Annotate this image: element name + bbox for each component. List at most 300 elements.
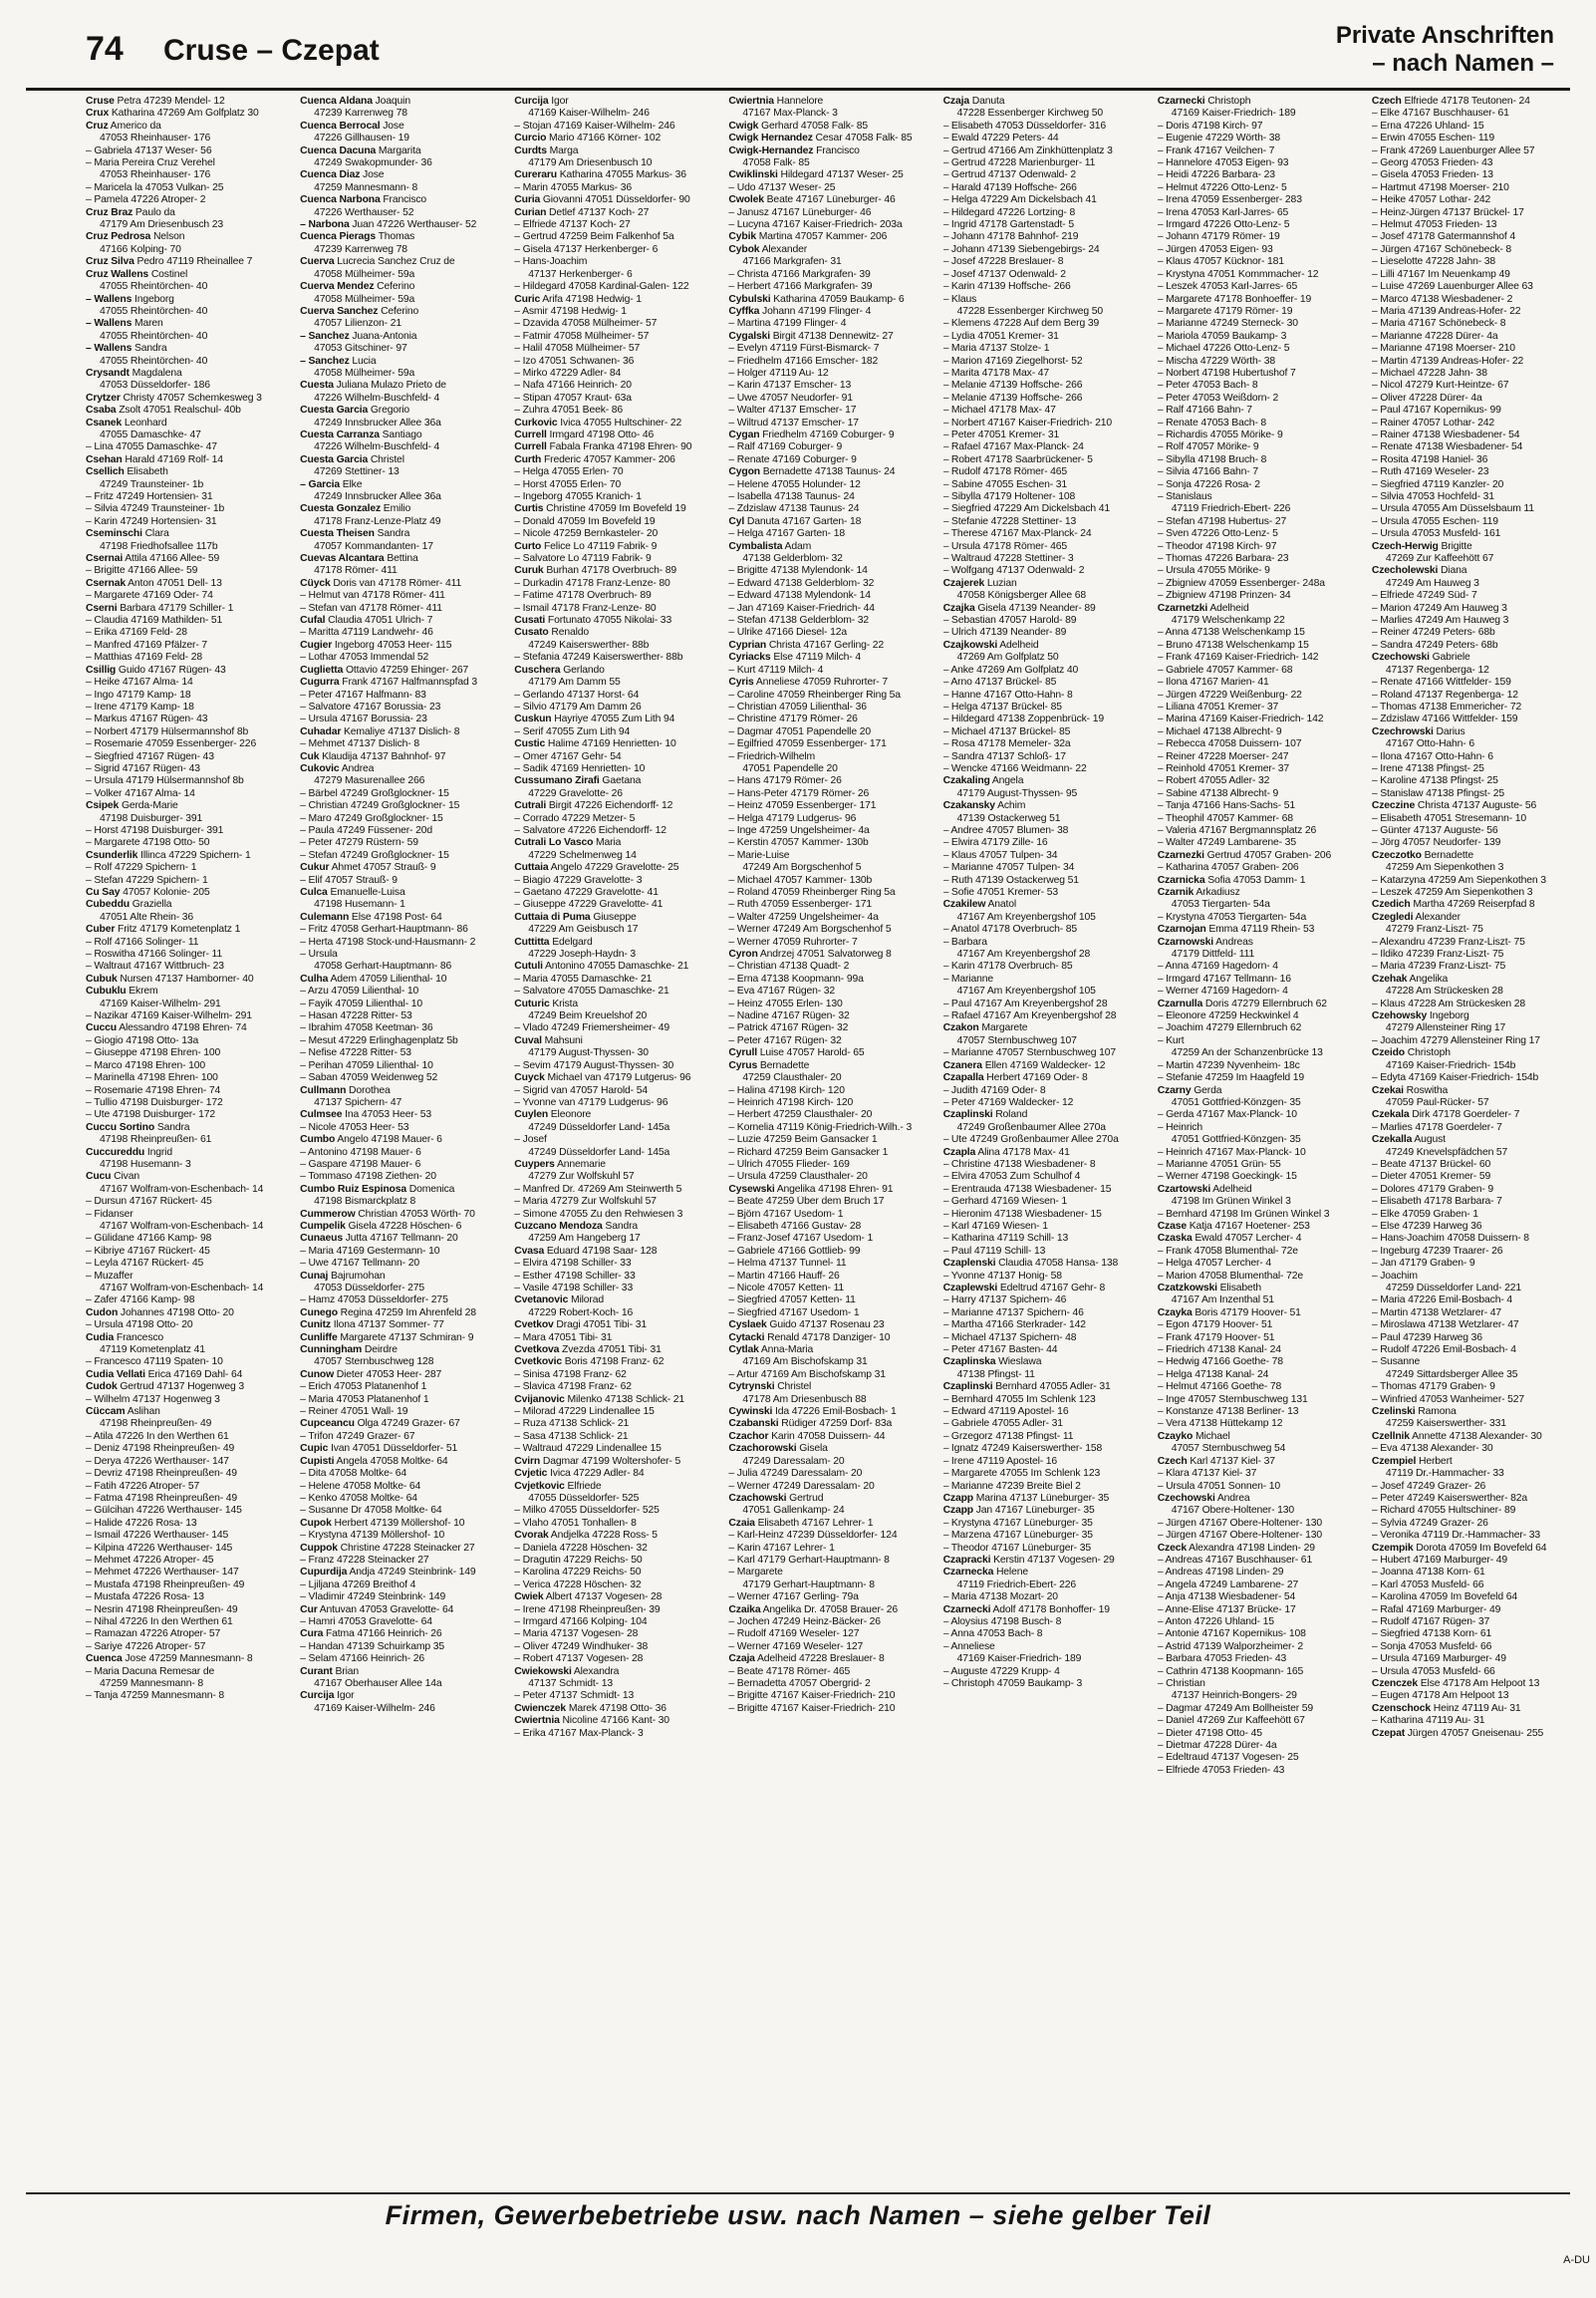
entry-details: Lucrecia Sanchez Cruz de bbox=[337, 256, 455, 268]
listing-entry bbox=[86, 1332, 294, 1357]
listing-entry bbox=[728, 380, 936, 392]
listing-entry bbox=[86, 1555, 294, 1567]
listing-entry bbox=[300, 627, 508, 639]
entry-address: 47057 Sternbuschweg 128 bbox=[314, 1356, 434, 1368]
entry-details: – Yvonne 47137 Honig- 58 bbox=[942, 1270, 1062, 1282]
listing-entry bbox=[514, 380, 722, 392]
listing-entry bbox=[943, 541, 1152, 553]
entry-details: – Inge 47057 Sternbuschweg 131 bbox=[1157, 1393, 1308, 1405]
listing-entry bbox=[1158, 1332, 1366, 1344]
listing-entry bbox=[86, 231, 294, 256]
listing-entry bbox=[514, 726, 722, 738]
listing-entry bbox=[1372, 231, 1580, 243]
listing-entry bbox=[728, 1047, 936, 1059]
entry-details: – Karolina 47229 Reichs- 50 bbox=[514, 1567, 642, 1579]
listing-entry bbox=[86, 800, 294, 825]
entry-details: – Lilli 47167 Im Neuenkamp 49 bbox=[1371, 268, 1510, 280]
entry-details: – Stefan 47198 Hubertus- 27 bbox=[1157, 515, 1287, 527]
entry-details: – Siegfried 47138 Korn- 61 bbox=[1371, 1628, 1492, 1640]
entry-details: Jürgen 47057 Gneisenau- 255 bbox=[1407, 1727, 1544, 1739]
listing-entry bbox=[1158, 1530, 1366, 1542]
entry-surname: Czapla bbox=[942, 1146, 976, 1158]
listing-entry bbox=[728, 1035, 936, 1047]
listing-entry bbox=[1372, 751, 1580, 763]
entry-details: – Reinhold 47051 Kremer- 37 bbox=[1157, 762, 1289, 774]
listing-entry bbox=[943, 850, 1152, 862]
listing-entry bbox=[943, 356, 1152, 368]
entry-details: – Ilona 47167 Marien- 41 bbox=[1157, 677, 1269, 689]
listing-entry bbox=[728, 850, 936, 875]
listing-entry bbox=[300, 702, 508, 714]
listing-entry bbox=[300, 615, 508, 627]
entry-details: – Edward 47138 Gelderblom- 32 bbox=[728, 577, 875, 589]
listing-entry bbox=[1158, 1035, 1366, 1060]
entry-address: 47167 Am Kreyenbergshof 28 bbox=[956, 949, 1091, 961]
listing-entry bbox=[1372, 1109, 1580, 1121]
listing-entry bbox=[943, 1394, 1152, 1406]
listing-entry bbox=[1372, 194, 1580, 206]
entry-details: – Erna 47138 Koopmann- 99a bbox=[728, 973, 864, 985]
entry-details: – Ulrich 47055 Flieder- 169 bbox=[728, 1158, 850, 1170]
entry-details: – Irena 47053 Karl-Jarres- 65 bbox=[1157, 206, 1289, 218]
entry-address: 47229 Robert-Koch- 16 bbox=[528, 1306, 634, 1318]
listing-entry bbox=[943, 974, 1152, 999]
listing-entry bbox=[514, 590, 722, 602]
listing-entry bbox=[943, 887, 1152, 899]
listing-entry bbox=[728, 702, 936, 714]
listing-entry bbox=[514, 96, 722, 121]
entry-address: 47057 Sternbuschweg 107 bbox=[956, 1034, 1077, 1046]
entry-details: – Klara 47137 Kiel- 37 bbox=[1157, 1468, 1257, 1480]
listing-entry bbox=[514, 281, 722, 293]
entry-address: 47169 Kaiser-Friedrich- 154b bbox=[1385, 1059, 1516, 1071]
entry-address: 47169 Kaiser-Wilhelm- 246 bbox=[314, 1702, 435, 1714]
listing-entry bbox=[514, 738, 722, 750]
listing-entry bbox=[1158, 1431, 1366, 1456]
entry-details: Maria bbox=[596, 837, 622, 849]
entry-details: – Artur 47169 Am Bischofskamp 31 bbox=[728, 1368, 886, 1380]
listing-entry bbox=[943, 244, 1152, 256]
entry-surname: Czarnik bbox=[1157, 887, 1195, 898]
entry-details: Christine 47228 Steinacker 27 bbox=[340, 1542, 475, 1554]
listing-entry bbox=[1372, 800, 1580, 812]
entry-details: Francesco bbox=[116, 1331, 164, 1343]
entry-address: 47057 Sternbuschweg 54 bbox=[1171, 1443, 1286, 1455]
listing-entry bbox=[728, 356, 936, 368]
entry-details: – Michael 47057 Kammer- 130b bbox=[728, 874, 873, 886]
entry-details: – Milko 47055 Düsseldorfer- 525 bbox=[514, 1505, 660, 1517]
entry-surname: Cwigk bbox=[728, 120, 759, 132]
entry-surname: Czempiel bbox=[1371, 1455, 1417, 1467]
entry-details: – Anna 47053 Bach- 8 bbox=[942, 1628, 1043, 1640]
entry-details: – Lydia 47051 Kremer- 31 bbox=[942, 330, 1059, 342]
entry-details: Hayriye 47055 Zum Lith 94 bbox=[554, 714, 675, 725]
entry-details: Halime 47169 Henrietten- 10 bbox=[547, 738, 676, 750]
entry-details: – Sonja 47226 Rosa- 2 bbox=[1157, 478, 1260, 490]
listing-entry bbox=[86, 1456, 294, 1468]
listing-entry bbox=[514, 1209, 722, 1221]
listing-entry bbox=[86, 665, 294, 677]
entry-details: – Handan 47139 Schuirkamp 35 bbox=[300, 1640, 444, 1652]
listing-entry bbox=[514, 912, 722, 937]
listing-entry bbox=[728, 1543, 936, 1555]
listing-entry bbox=[1158, 999, 1366, 1010]
listing-entry bbox=[1372, 603, 1580, 615]
entry-details: – Ilona 47167 Otto-Hahn- 6 bbox=[1371, 750, 1493, 762]
listing-entry bbox=[943, 491, 1152, 503]
entry-surname: Czaplewski bbox=[942, 1283, 998, 1293]
listing-entry bbox=[728, 1653, 936, 1665]
entry-surname: Cunaj bbox=[300, 1270, 329, 1282]
entry-address: 47167 Am Kreyenbergshof 105 bbox=[956, 911, 1096, 923]
entry-details: – Asmir 47198 Hedwig- 1 bbox=[514, 305, 627, 317]
entry-details: – Robert 47055 Adler- 32 bbox=[1157, 775, 1270, 787]
listing-entry bbox=[86, 887, 294, 899]
entry-details: – Marianne 47057 Sternbuschweg 107 bbox=[942, 1047, 1116, 1059]
entry-details: – Dagmar 47249 Am Bollheister 59 bbox=[1157, 1702, 1314, 1714]
entry-details: – Verica 47228 Höschen- 32 bbox=[514, 1579, 642, 1590]
entry-details: – Ute 47249 Großenbaumer Allee 270a bbox=[942, 1134, 1119, 1146]
listing-entry bbox=[1372, 961, 1580, 973]
listing-entry bbox=[86, 1122, 294, 1147]
entry-details: Sandra bbox=[605, 1220, 639, 1232]
listing-entry bbox=[943, 937, 1152, 962]
entry-surname: Custic bbox=[514, 738, 546, 750]
entry-surname: Cybulski bbox=[728, 293, 771, 305]
entry-surname: Cubuk bbox=[86, 973, 118, 985]
listing-entry bbox=[300, 578, 508, 590]
entry-address: 47053 Düsseldorfer- 186 bbox=[100, 380, 210, 392]
entry-details: – Antonino 47198 Mauer- 6 bbox=[300, 1146, 421, 1158]
entry-surname: Czaplinski bbox=[942, 1381, 993, 1393]
listing-entry bbox=[1372, 133, 1580, 144]
listing-entry bbox=[514, 418, 722, 430]
listing-entry bbox=[86, 256, 294, 268]
listing-entry bbox=[1372, 207, 1580, 219]
listing-entry bbox=[300, 1591, 508, 1603]
listing-entry bbox=[1372, 899, 1580, 911]
listing-entry bbox=[1158, 974, 1366, 986]
listing-entry bbox=[514, 405, 722, 417]
listing-entry bbox=[1372, 1628, 1580, 1640]
listing-entry bbox=[300, 1060, 508, 1072]
entry-surname: Czarnecka bbox=[942, 1567, 994, 1579]
entry-surname: Czachor bbox=[728, 1430, 769, 1442]
listing-entry bbox=[1158, 652, 1366, 664]
entry-details: – Johann 47179 Römer- 19 bbox=[1157, 231, 1280, 243]
entry-details: – Karl 47169 Wiesen- 1 bbox=[942, 1220, 1048, 1232]
entry-surname: Cuppok bbox=[300, 1542, 338, 1554]
entry-details: – Gaspare 47198 Mauer- 6 bbox=[300, 1158, 421, 1170]
listing-entry bbox=[728, 1147, 936, 1159]
entry-details: – Michael 47137 Spichern- 48 bbox=[942, 1331, 1077, 1343]
entry-details: – Marion 47058 Blumenthal- 72e bbox=[1157, 1270, 1303, 1282]
entry-details: Doris 47279 Ellernbruch 62 bbox=[1204, 998, 1327, 1009]
entry-details: – Franz-Josef 47167 Usedom- 1 bbox=[728, 1233, 874, 1245]
listing-entry bbox=[514, 1258, 722, 1270]
entry-details: Eleonore bbox=[550, 1109, 592, 1121]
entry-details: – Irene 47179 Kamp- 18 bbox=[86, 701, 194, 713]
entry-address: 47249 Swakopmunder- 36 bbox=[314, 157, 432, 169]
entry-surname: Cudia Vellati bbox=[86, 1368, 145, 1380]
entry-details: – Halil 47058 Mülheimer- 57 bbox=[514, 343, 641, 355]
entry-surname: Cupic bbox=[300, 1443, 329, 1455]
entry-details: – Robert 47137 Vogesen- 28 bbox=[514, 1653, 644, 1665]
listing-entry bbox=[1158, 368, 1366, 380]
entry-details: – Elvira 47198 Schiller- 33 bbox=[514, 1258, 632, 1270]
entry-details: – Zdzislaw 47138 Taunus- 24 bbox=[728, 503, 860, 515]
entry-details: Adem 47059 Lilienthal- 10 bbox=[330, 973, 447, 985]
listing-entry bbox=[300, 738, 508, 750]
page-number: 74 bbox=[86, 30, 124, 68]
entry-address: 47179 Welschenkamp 22 bbox=[1171, 615, 1285, 627]
listing-entry bbox=[514, 133, 722, 144]
entry-details: – Ralf 47169 Coburger- 9 bbox=[728, 441, 843, 453]
listing-entry bbox=[728, 937, 936, 949]
entry-details: – Rosemarie 47059 Essenberger- 226 bbox=[86, 738, 257, 750]
entry-address: 47198 Duisburger- 391 bbox=[100, 812, 203, 824]
listing-entry bbox=[514, 318, 722, 330]
entry-details: – Hildegard 47058 Kardinal-Galen- 122 bbox=[514, 281, 689, 293]
entry-details: Beate 47167 Lüneburger- 46 bbox=[766, 194, 896, 206]
entry-surname: Cupisti bbox=[300, 1455, 335, 1467]
entry-details: Albert 47137 Vogesen- 28 bbox=[545, 1591, 663, 1603]
entry-details: – Sofie 47051 Kremer- 53 bbox=[942, 887, 1058, 898]
listing-entry bbox=[86, 615, 294, 627]
entry-details: – Stefan van 47178 Römer- 411 bbox=[300, 602, 442, 614]
entry-details: – Kurt 47119 Milch- 4 bbox=[728, 664, 824, 676]
entry-details: Christy 47057 Schemkesweg 3 bbox=[123, 392, 262, 404]
entry-surname: Cwigk Hernandez bbox=[728, 133, 813, 144]
entry-details: – Hannelore 47053 Eigen- 93 bbox=[1157, 157, 1289, 169]
listing-entry bbox=[1158, 690, 1366, 702]
entry-surname: Cuypers bbox=[514, 1158, 555, 1170]
entry-details: – Jan 47169 Kaiser-Friedrich- 44 bbox=[728, 602, 875, 614]
listing-entry bbox=[943, 1418, 1152, 1430]
listing-entry bbox=[86, 1381, 294, 1393]
entry-details: Jose bbox=[363, 169, 385, 181]
listing-entry bbox=[300, 1209, 508, 1221]
entry-surname: Cuerva Mendez bbox=[300, 281, 375, 293]
entry-details: – Hasan 47228 Ritter- 53 bbox=[300, 1010, 412, 1022]
listing-entry bbox=[1158, 763, 1366, 775]
entry-details: – Fidanser bbox=[86, 1208, 133, 1220]
entry-details: 47057 Kolonie- 205 bbox=[123, 887, 210, 898]
listing-entry bbox=[1372, 343, 1580, 355]
entry-details: – Kenko 47058 Moltke- 64 bbox=[300, 1492, 417, 1504]
entry-details: – Trifon 47249 Grazer- 67 bbox=[300, 1430, 415, 1442]
listing-entry bbox=[1372, 763, 1580, 775]
listing-entry bbox=[86, 763, 294, 775]
entry-details: – Sigrid 47167 Rügen- 43 bbox=[86, 762, 200, 774]
entry-details: Katharina 47269 Am Golfplatz 30 bbox=[111, 108, 259, 120]
entry-details: – Matthias 47169 Feld- 28 bbox=[86, 652, 202, 664]
listing-entry bbox=[1372, 1666, 1580, 1678]
listing-entry bbox=[728, 590, 936, 602]
listing-entry bbox=[943, 516, 1152, 528]
entry-details: Leonhard bbox=[124, 417, 167, 429]
listing-entry bbox=[728, 887, 936, 899]
entry-address: 47279 Zur Wolfskuhl 57 bbox=[528, 1171, 635, 1183]
listing-entry bbox=[1158, 1159, 1366, 1171]
listing-entry bbox=[728, 1530, 936, 1542]
listing-entry bbox=[300, 1307, 508, 1319]
entry-details: – Edward 47138 Mylendonk- 14 bbox=[728, 590, 871, 602]
entry-details: Thomas bbox=[378, 231, 415, 243]
entry-address: 47249 Traunsteiner- 1b bbox=[100, 478, 204, 490]
entry-surname: Cvetanovic bbox=[514, 1294, 569, 1306]
listing-entry bbox=[728, 1294, 936, 1306]
entry-details: – Friedrich-Wilhelm bbox=[728, 750, 816, 762]
listing-entry bbox=[514, 1728, 722, 1740]
entry-surname: Czekala bbox=[1371, 1109, 1410, 1121]
entry-surname: Czeck bbox=[1157, 1542, 1187, 1554]
entry-details: – Saban 47059 Weidenweg 52 bbox=[300, 1072, 438, 1084]
entry-details: – Helga 47138 Kanal- 24 bbox=[1157, 1368, 1269, 1380]
listing-entry bbox=[943, 380, 1152, 392]
entry-address: 47051 Gottfried-Könzgen- 35 bbox=[1171, 1134, 1301, 1146]
entry-details: – Frank 47167 Veilchen- 7 bbox=[1157, 144, 1275, 156]
entry-surname: Cupok bbox=[300, 1517, 332, 1529]
listing-entry bbox=[1158, 1233, 1366, 1245]
listing-entry bbox=[1158, 541, 1366, 553]
entry-address: 47169 Am Bischofskamp 31 bbox=[742, 1356, 868, 1368]
listing-entry bbox=[1158, 231, 1366, 243]
entry-address: 47259 Kaiserswerther- 331 bbox=[1385, 1418, 1506, 1430]
entry-details: – Auguste 47229 Krupp- 4 bbox=[942, 1665, 1060, 1677]
entry-details: – Christian 47059 Lilienthal- 36 bbox=[728, 701, 867, 713]
entry-details: – Tanja 47166 Hans-Sachs- 51 bbox=[1157, 800, 1295, 812]
entry-address: 47179 Gerhart-Hauptmann- 8 bbox=[742, 1579, 875, 1590]
entry-surname: Cwiklinski bbox=[728, 169, 778, 181]
listing-entry bbox=[514, 763, 722, 775]
entry-address: 47249 Daressalam- 20 bbox=[742, 1455, 845, 1467]
entry-details: – Liliana 47051 Kremer- 37 bbox=[1157, 701, 1279, 713]
entry-details: Elke bbox=[342, 478, 363, 490]
entry-details: – Sebastian 47057 Harold- 89 bbox=[942, 615, 1077, 627]
entry-surname: Cuber bbox=[86, 924, 116, 936]
listing-entry bbox=[943, 1209, 1152, 1221]
entry-surname: Czarnecki bbox=[1157, 96, 1205, 107]
listing-entry bbox=[1372, 1196, 1580, 1208]
listing-entry bbox=[514, 356, 722, 368]
listing-entry bbox=[1372, 108, 1580, 120]
entry-address: 47179 Am Driesenbusch 10 bbox=[528, 157, 653, 169]
listing-entry bbox=[1158, 1010, 1366, 1022]
entry-details: Boris 47179 Hoover- 51 bbox=[1195, 1306, 1301, 1318]
listing-entry bbox=[86, 702, 294, 714]
entry-details: – Norbert 47167 Kaiser-Friedrich- 210 bbox=[942, 417, 1113, 429]
listing-column bbox=[728, 96, 936, 2178]
listing-entry bbox=[300, 1294, 508, 1306]
listing-entry bbox=[514, 1381, 722, 1393]
listing-entry bbox=[514, 1283, 722, 1294]
listing-entry bbox=[300, 1481, 508, 1493]
listing-entry bbox=[728, 516, 936, 528]
listing-entry bbox=[1158, 157, 1366, 169]
entry-details: – Ewald 47229 Peters- 44 bbox=[942, 133, 1059, 144]
listing-entry bbox=[1158, 1258, 1366, 1270]
listing-entry bbox=[514, 1628, 722, 1640]
listing-entry bbox=[943, 1271, 1152, 1283]
listing-entry bbox=[943, 999, 1152, 1010]
entry-details: – Gerda 47167 Max-Planck- 10 bbox=[1157, 1109, 1297, 1121]
entry-surname: – Garcia bbox=[300, 478, 340, 490]
listing-entry bbox=[728, 652, 936, 664]
entry-details: – Edward 47119 Apostel- 16 bbox=[942, 1406, 1069, 1418]
listing-entry bbox=[86, 1690, 294, 1702]
listing-entry bbox=[86, 454, 294, 466]
listing-entry bbox=[300, 405, 508, 430]
entry-surname: Cuschera bbox=[514, 664, 561, 676]
entry-details: – Nefise 47228 Ritter- 53 bbox=[300, 1047, 411, 1059]
entry-details: – Ursula bbox=[300, 949, 338, 961]
entry-address: 47239 Karrenweg 78 bbox=[314, 243, 407, 255]
listing-entry bbox=[86, 1505, 294, 1517]
entry-surname: Cuerva Sanchez bbox=[300, 305, 379, 317]
listing-entry bbox=[728, 479, 936, 491]
listing-entry bbox=[300, 1159, 508, 1171]
listing-entry bbox=[1372, 1604, 1580, 1616]
entry-address: 47119 Friedrich-Ebert- 226 bbox=[956, 1579, 1077, 1590]
listing-entry bbox=[86, 1394, 294, 1406]
listing-entry bbox=[514, 430, 722, 441]
entry-details: – Robert 47178 Saarbrückener- 5 bbox=[942, 453, 1093, 465]
listing-entry bbox=[514, 503, 722, 515]
entry-address: 47179 Am Damm 55 bbox=[528, 677, 621, 689]
entry-details: – Brigitte 47138 Mylendonk- 14 bbox=[728, 565, 868, 577]
listing-entry bbox=[300, 1641, 508, 1653]
listing-entry bbox=[300, 219, 508, 231]
listing-entry bbox=[728, 961, 936, 973]
listing-entry bbox=[86, 751, 294, 763]
listing-entry bbox=[514, 368, 722, 380]
listing-entry bbox=[300, 1616, 508, 1628]
entry-details: – Dagmar 47051 Papendelle 20 bbox=[728, 725, 871, 737]
listing-entry bbox=[728, 491, 936, 503]
listing-entry bbox=[1372, 1505, 1580, 1517]
entry-details: – Aloysius 47198 Busch- 8 bbox=[942, 1615, 1062, 1627]
entry-surname: Cugurra bbox=[300, 677, 340, 689]
entry-details: – Ursula 47055 Mörike- 9 bbox=[1157, 565, 1270, 577]
listing-entry bbox=[1372, 1047, 1580, 1072]
listing-entry bbox=[943, 405, 1152, 417]
entry-details: – Klaus 47057 Tulpen- 34 bbox=[942, 849, 1058, 861]
listing-entry bbox=[728, 1703, 936, 1715]
entry-details: – Lina 47055 Damaschke- 47 bbox=[86, 441, 217, 453]
entry-surname: Cutrali Lo Vasco bbox=[514, 837, 594, 849]
entry-details: – Hedwig 47166 Goethe- 78 bbox=[1157, 1356, 1283, 1368]
entry-details: – Therese 47167 Max-Planck- 24 bbox=[942, 528, 1092, 540]
listing-entry bbox=[514, 145, 722, 170]
entry-details: Gaetana bbox=[602, 775, 642, 787]
entry-surname: Cyffka bbox=[728, 305, 760, 317]
entry-details: – Helga 47057 Lercher- 4 bbox=[1157, 1258, 1271, 1270]
entry-surname: Cutrali bbox=[514, 800, 547, 812]
listing-entry bbox=[86, 726, 294, 738]
entry-details: Elisabeth bbox=[127, 466, 168, 478]
listing-entry bbox=[1158, 1418, 1366, 1430]
entry-details: – Ralf 47166 Bahn- 7 bbox=[1157, 405, 1252, 417]
listing-entry bbox=[300, 1332, 508, 1344]
entry-surname: Czarnezki bbox=[1157, 849, 1204, 861]
entry-surname: Cukur bbox=[300, 862, 330, 874]
entry-details: Jutta 47167 Tellmann- 20 bbox=[345, 1233, 458, 1245]
entry-details: – Maro 47249 Großglockner- 15 bbox=[300, 812, 443, 824]
entry-surname: Cüccam bbox=[86, 1406, 126, 1418]
listing-entry bbox=[1372, 1035, 1580, 1047]
entry-address: 47053 Gitschiner- 97 bbox=[314, 343, 407, 355]
